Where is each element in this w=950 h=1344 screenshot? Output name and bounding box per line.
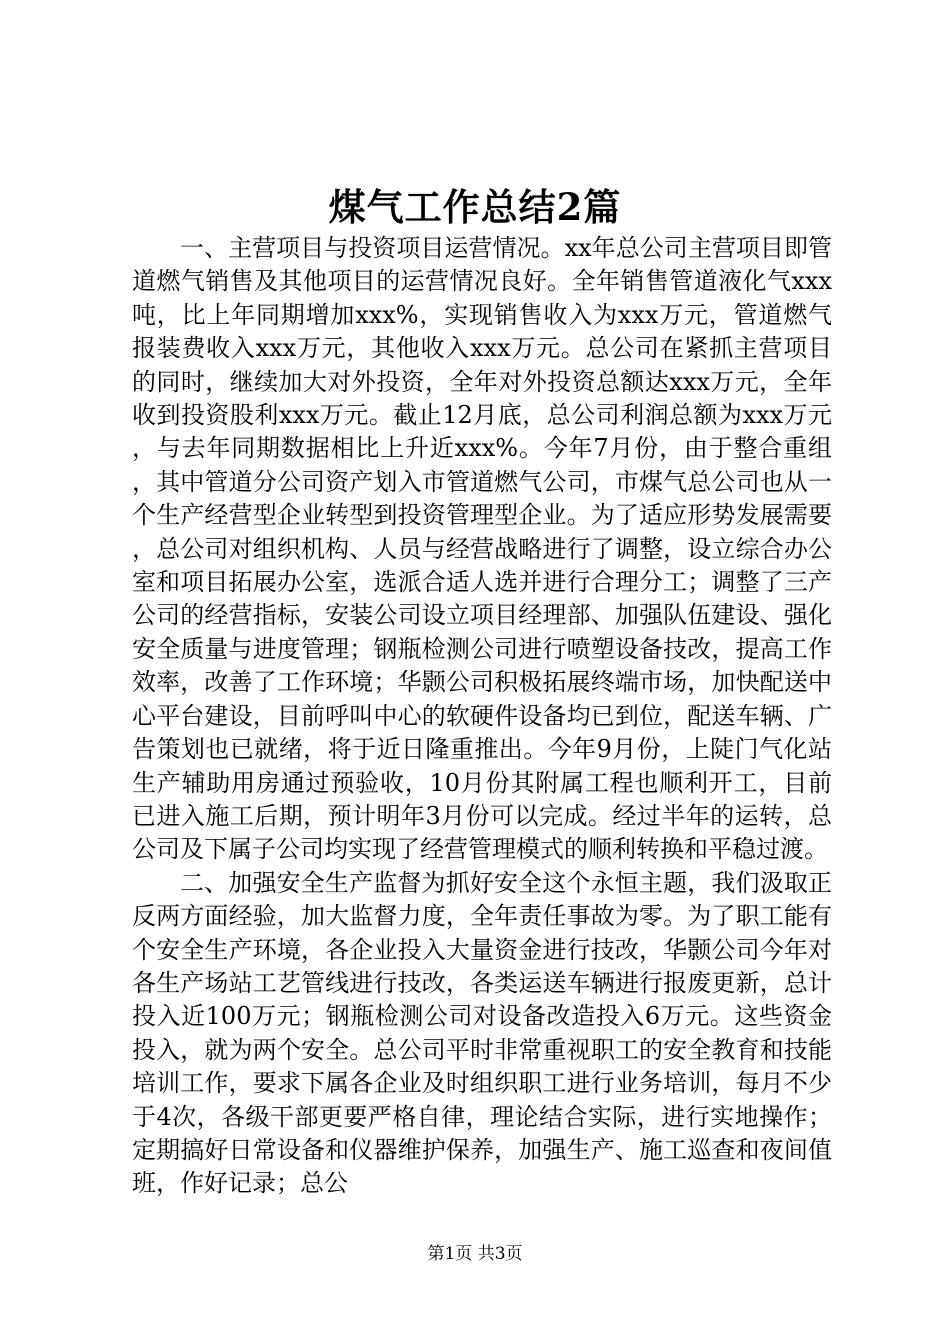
page-number-footer: 第1页 共3页 bbox=[427, 1244, 523, 1264]
paragraph-safety: 二、加强安全生产监督为抓好安全这个永恒主题，我们汲取正反两方面经验，加大监督力度，全年责任事故为零。为了职工能有个安全生产环境，各企业投入大量资金进行技改，华颢公司今年对各生产场站工艺管线进行技改，各类运送车辆进行报废更新，总计投入近100万元；钢瓶检测公司对设备改造投入6万元。这些资金投入，就为两个安全。总公司平时非常重视职工的安全教育和技能培训工作，要求下属各企业及时组织职工进行业务培训，每月不少于4次，各级干部更要严格自律，理论结合实际，进行实地操作；定期搞好日常设备和仪器维护保养，加强生产、施工巡查和夜间值班，作好记录；总公 bbox=[132, 868, 832, 1198]
document-body bbox=[132, 232, 832, 1201]
document-title: 煤气工作总结2篇 bbox=[328, 185, 622, 229]
paragraph-operations: 一、主营项目与投资项目运营情况。xx年总公司主营项目即管道燃气销售及其他项目的运营情况良好。全年销售管道液化气xxx吨，比上年同期增加xxx%，实现销售收入为xxx万元，管道燃气报装费收入xxx万元，其他收入xxx万元。总公司在紧抓主营项目的同时，继续加大对外投资，全年对外投资总额达xxx万元，全年收到投资股利xxx万元。截止12月底，总公司利润总额为xxx万元，与去年同期数据相比上升近xxx%。今年7月份，由于整合重组，其中管道分公司资产划入市管道燃气公司，市煤气总公司也从一个生产经营型企业转型到投资管理型企业。为了适应形势发展需要，总公司对组织机构、人员与经营战略进行了调整，设立综合办公室和项目拓展办公室，选派合适人选并进行合理分工；调整了三产公司的经营指标，安装公司设立项目经理部、加强队伍建设、强化安全质量与进度管理；钢瓶检测公司进行喷塑设备技改，提高工作效率，改善了工作环境；华颢公司积极拓展终端市场，加快配送中心平台建设，目前呼叫中心的软硬件设备均已到位，配送车辆、广告策划也已就绪，将于近日隆重推出。今年9月份，上陡门气化站生产辅助用房通过预验收，10月份其附属工程也顺利开工，目前已进入施工后期，预计明年3月份可以完成。经过半年的运转，总公司及下属子公司均实现了经营管理模式的顺利转换和平稳过渡。 bbox=[132, 234, 832, 864]
